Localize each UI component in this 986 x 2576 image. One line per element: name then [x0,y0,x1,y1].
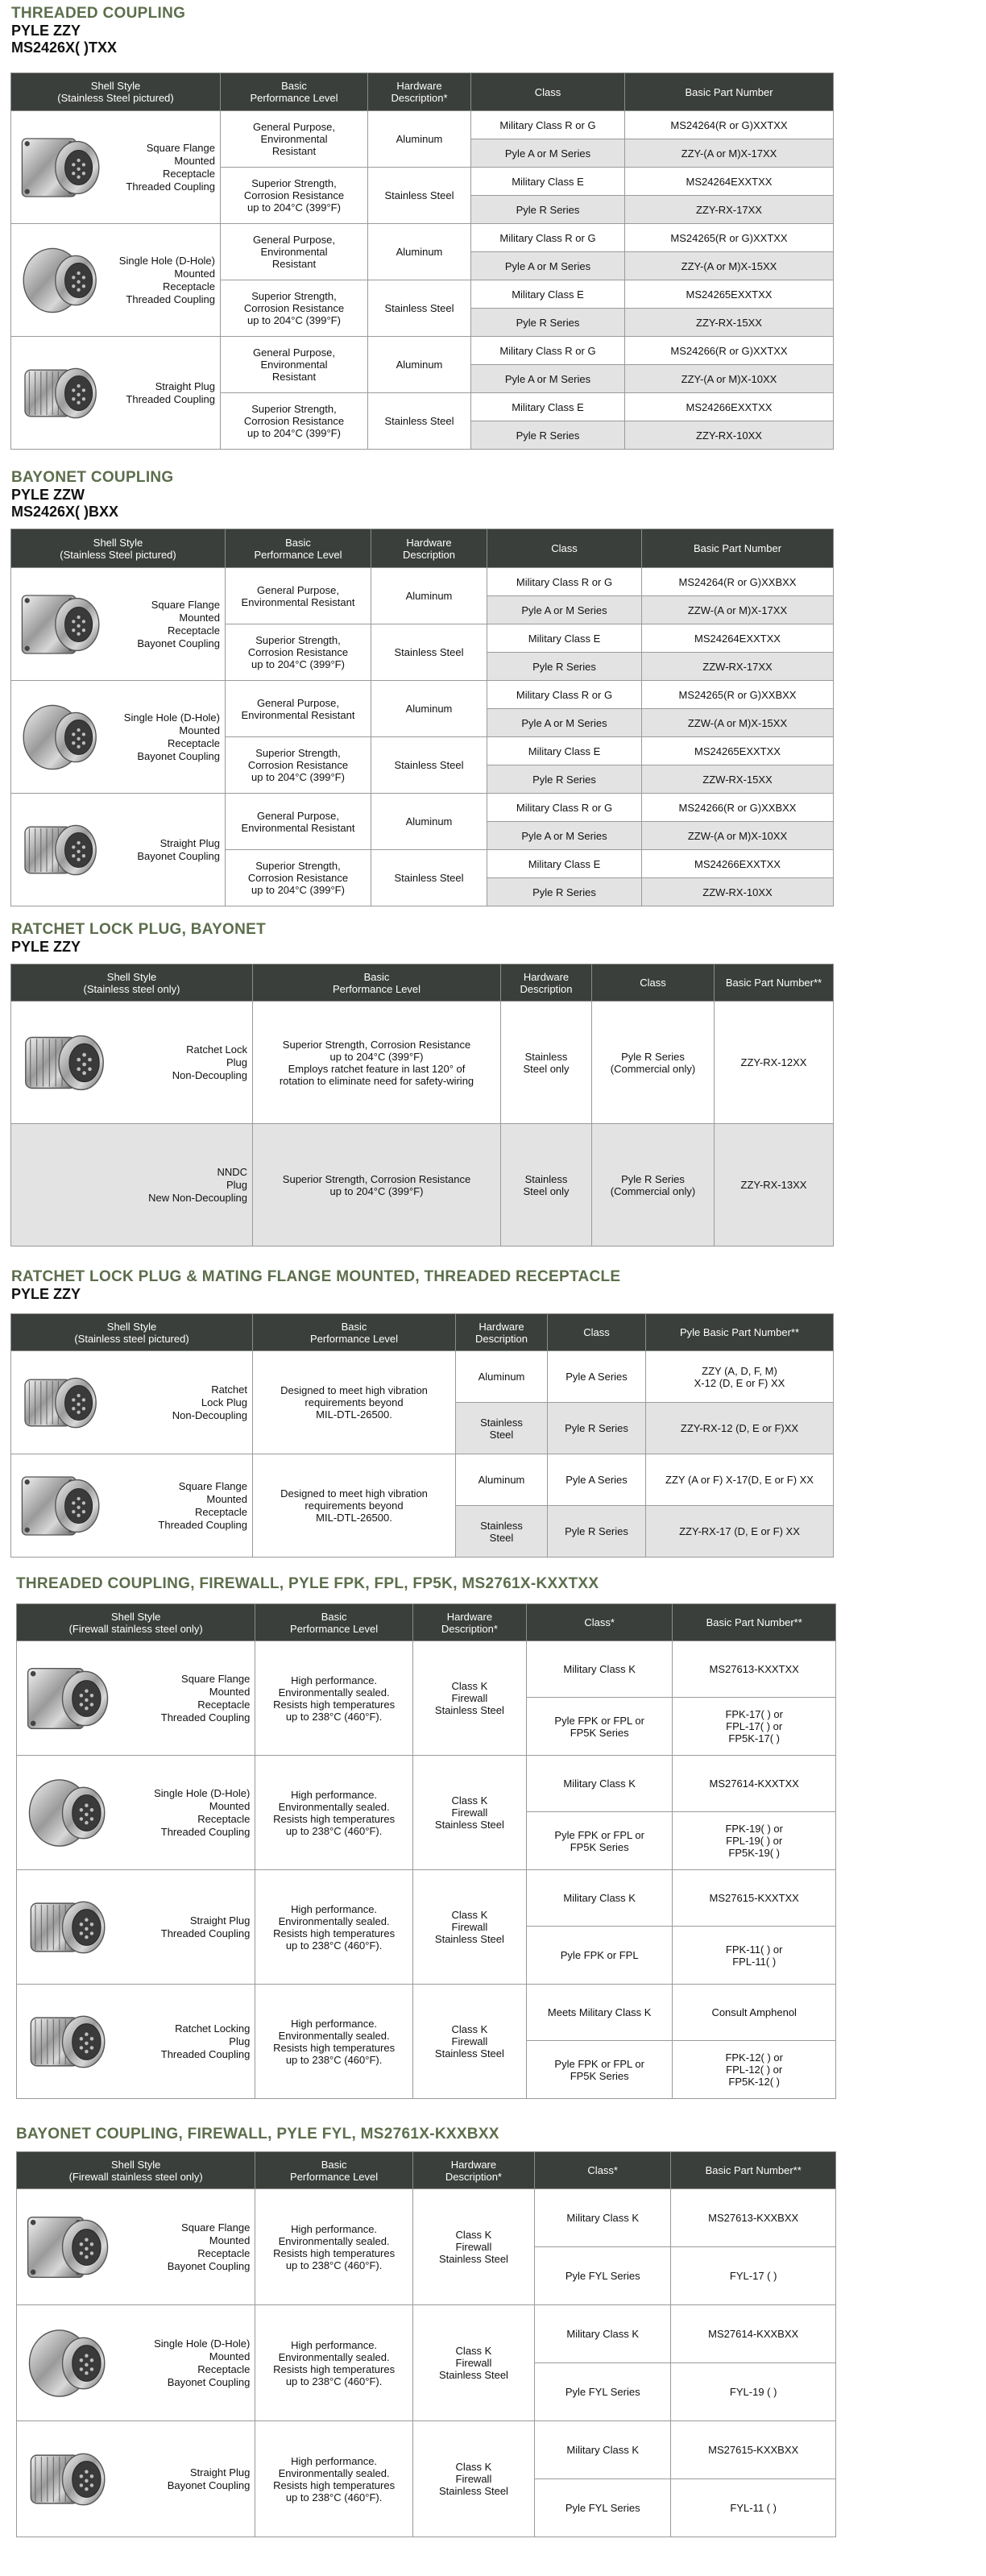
shell-style-label: Single Hole (D-Hole) Mounted Receptacle Threaded Coupling [118,254,215,305]
part-number-cell: MS24265(R or G)XXTXX [625,224,834,252]
table-row [11,1002,834,1124]
shell-style [17,1651,255,1746]
shell-style-cell [17,1985,255,2099]
performance-level: Designed to meet high vibration requirements beyond MIL-DTL-26500. [253,1454,456,1558]
part-number-cell: FYL-17 ( ) [671,2247,836,2305]
shell-style [11,1018,252,1107]
section-bayonet-firewall [16,2126,499,2143]
class-cell: Military Class R or G [471,111,625,139]
flange-connector-icon [23,1651,114,1746]
performance-level: Superior Strength, Corrosion Resistance up to 204°C (399°F) [226,850,371,906]
part-number-cell: MS27614-KXXBXX [671,2305,836,2363]
performance-level: General Purpose, Environmental Resistant [226,681,371,737]
column-header: Class [471,73,625,111]
class-cell: Military Class R or G [487,568,642,596]
table-row [11,794,834,822]
class-cell: Pyle R Series [548,1506,646,1558]
part-number-cell: ZZW-RX-17XX [642,653,834,681]
part-number-cell: ZZW-RX-10XX [642,878,834,906]
section-title: RATCHET LOCK PLUG, BAYONET [11,921,267,938]
column-header: Basic Performance Level [226,529,371,568]
column-header: Shell Style (Stainless steel only) [11,964,253,1002]
shell-style-cell [11,224,221,337]
performance-level: High performance. Environmentally sealed. Resists high temperatures up to 238°C (460°F). [255,1870,413,1985]
hardware-description: Aluminum [371,794,487,850]
table-row [11,224,834,252]
table-row [17,2189,836,2247]
section-threaded-coupling [11,5,185,56]
column-header: Basic Performance Level [255,2152,413,2189]
shell-style-cell [11,1124,253,1247]
section-subtitle: PYLE ZZY [11,939,81,955]
part-number-cell: FPK-17( ) or FPL-17( ) or FP5K-17( ) [673,1698,836,1756]
hardware-description: Class K Firewall Stainless Steel [412,1756,526,1870]
part-number-cell: MS27614-KXXTXX [673,1756,836,1812]
table-row [11,1454,834,1506]
column-header: Hardware Description* [412,1604,526,1641]
performance-level: High performance. Environmentally sealed. Resists high temperatures up to 238°C (460°F). [255,2421,413,2537]
part-number-cell: MS27613-KXXBXX [671,2189,836,2247]
section-subtitle: MS2426X( )TXX [11,39,118,56]
hardware-description: Stainless Steel [456,1506,548,1558]
table-row [17,1756,836,1812]
connector-image [18,802,105,898]
shell-style-cell [17,1756,255,1870]
part-number-cell: MS24265(R or G)XXBXX [642,681,834,709]
class-cell: Pyle FPK or FPL [526,1927,672,1985]
part-number-cell: FYL-11 ( ) [671,2479,836,2537]
shell-style [11,119,220,216]
connector-image [18,1462,105,1550]
column-header: Hardware Description [456,1314,548,1351]
shell-style [11,802,225,898]
class-cell: Military Class K [526,1641,672,1698]
hardware-description: Stainless Steel [371,624,487,681]
part-number-cell: ZZY (A or F) X-17(D, E or F) XX [646,1454,834,1506]
column-header: Class* [526,1604,672,1641]
plug-connector-icon [18,802,105,898]
shell-style [11,1462,252,1550]
hardware-description: Aluminum [368,337,471,393]
performance-level: General Purpose, Environmental Resistant [226,794,371,850]
shell-style [17,1994,255,2089]
section-subtitle: PYLE ZZY [11,23,81,39]
connector-image [23,1765,114,1860]
performance-level: Designed to meet high vibration requirements beyond MIL-DTL-26500. [253,1351,456,1454]
part-number-cell: MS24266(R or G)XXBXX [642,794,834,822]
ratchet-lock-plug-table [10,964,834,1247]
class-cell: Military Class R or G [471,224,625,252]
hardware-description: Class K Firewall Stainless Steel [412,2189,534,2305]
connector-image [23,1880,114,1975]
hardware-description: Stainless Steel [456,1403,548,1454]
connector-image [23,2432,114,2527]
performance-level: High performance. Environmentally sealed. Resists high temperatures up to 238°C (460°F). [255,1756,413,1870]
class-cell: Pyle FYL Series [535,2247,671,2305]
section-subtitle: MS2426X( )BXX [11,504,119,520]
connector-image [18,345,105,442]
column-header: Hardware Description [371,529,487,568]
class-cell: Pyle A or M Series [487,709,642,737]
shell-style-cell [11,681,226,794]
column-header: Basic Part Number** [715,964,834,1002]
flange-connector-icon [18,576,105,673]
class-cell: Military Class E [471,280,625,309]
column-header: Basic Performance Level [253,1314,456,1351]
performance-level: Superior Strength, Corrosion Resistance up to 204°C (399°F) [226,737,371,794]
shell-style [17,2200,255,2295]
performance-level: High performance. Environmentally sealed. Resists high temperatures up to 238°C (460°F). [255,1985,413,2099]
connector-image [23,2200,114,2295]
shell-style-cell [11,111,221,224]
plug-connector-icon [18,1359,105,1447]
connector-image [18,576,105,673]
shell-style-label: Square Flange Mounted Receptacle Threaded Coupling [160,1672,251,1724]
column-header: Shell Style (Stainless Steel pictured) [11,529,226,568]
table-row [17,2421,836,2479]
hardware-description: Aluminum [371,568,487,624]
performance-level: High performance. Environmentally sealed. Resists high temperatures up to 238°C (460°F). [255,1641,413,1756]
hardware-description: Stainless Steel only [501,1002,592,1124]
part-number-cell: ZZW-(A or M)X-10XX [642,822,834,850]
part-number-cell: MS24264EXXTXX [642,624,834,653]
part-number-cell: ZZY-RX-13XX [715,1124,834,1247]
shell-style [17,1880,255,1975]
connector-image [23,1651,114,1746]
class-cell: Military Class E [471,168,625,196]
class-cell: Pyle R Series (Commercial only) [592,1124,715,1247]
shell-style [11,1141,252,1230]
column-header: Class* [535,2152,671,2189]
shell-style [11,1359,252,1447]
shell-style-label: Ratchet Lock Plug Non-Decoupling [172,1043,247,1081]
part-number-cell: FPK-11( ) or FPL-11( ) [673,1927,836,1985]
performance-level: Superior Strength, Corrosion Resistance up to 204°C (399°F) [221,168,368,224]
part-number-cell: FYL-19 ( ) [671,2363,836,2421]
part-number-cell: ZZY-RX-17XX [625,196,834,224]
hardware-description: Stainless Steel [371,850,487,906]
column-header: Class [487,529,642,568]
shell-style-label: Single Hole (D-Hole) Mounted Receptacle Threaded Coupling [154,1786,251,1838]
performance-level: High performance. Environmentally sealed. Resists high temperatures up to 238°C (460°F). [255,2189,413,2305]
shell-style-cell [11,1002,253,1124]
shell-style-label: Ratchet Locking Plug Threaded Coupling [160,2022,251,2060]
shell-style-cell [11,337,221,450]
shell-style-label: Single Hole (D-Hole) Mounted Receptacle Bayonet Coupling [154,2337,251,2388]
column-header: Basic Part Number** [671,2152,836,2189]
hardware-description: Aluminum [371,681,487,737]
shell-style-cell [17,1870,255,1985]
flange-connector-icon [18,1462,105,1550]
class-cell: Military Class E [487,737,642,765]
table-row [17,1641,836,1698]
connector-image [18,689,105,786]
performance-level: Superior Strength, Corrosion Resistance up to 204°C (399°F) [226,624,371,681]
hardware-description: Aluminum [368,111,471,168]
performance-level: Superior Strength, Corrosion Resistance up to 204°C (399°F) [253,1124,501,1247]
part-number-cell: FPK-19( ) or FPL-19( ) or FP5K-19( ) [673,1812,836,1870]
column-header: Class [548,1314,646,1351]
shell-style-cell [17,2305,255,2421]
table-row [11,1124,834,1247]
hardware-description: Aluminum [368,224,471,280]
performance-level: General Purpose, Environmental Resistant [221,337,368,393]
shell-style-cell [11,1454,253,1558]
part-number-cell: ZZY-RX-17 (D, E or F) XX [646,1506,834,1558]
class-cell: Military Class K [535,2421,671,2479]
part-number-cell: ZZY (A, D, F, M) X-12 (D, E or F) XX [646,1351,834,1403]
shell-style-label: Straight Plug Threaded Coupling [160,1914,251,1939]
shell-style-cell [17,1641,255,1756]
section-subtitle: PYLE ZZW [11,487,85,503]
section-subtitle: PYLE ZZY [11,1286,81,1302]
part-number-cell: MS24264(R or G)XXBXX [642,568,834,596]
section-title: BAYONET COUPLING, FIREWALL, PYLE FYL, MS2761X-KXXBXX [16,2126,499,2143]
table-row [11,681,834,709]
column-header: Class [592,964,715,1002]
header-row [17,1604,836,1641]
shell-style-cell [17,2421,255,2537]
section-title: THREADED COUPLING [11,5,186,22]
section-ratchet-lock-plug [11,921,266,956]
column-header: Shell Style (Stainless Steel pictured) [11,73,221,111]
class-cell: Pyle A or M Series [471,252,625,280]
plug-connector-icon [23,2432,114,2527]
part-number-cell: ZZY-RX-12 (D, E or F)XX [646,1403,834,1454]
threaded-coupling-table [10,73,834,450]
connector-image [18,1359,105,1447]
class-cell: Pyle R Series [471,196,625,224]
column-header: Hardware Description* [368,73,471,111]
shell-style-label: Straight Plug Bayonet Coupling [137,836,220,862]
table-row [11,1351,834,1403]
part-number-cell: MS24266EXXTXX [642,850,834,878]
bayonet-firewall-table [16,2151,836,2537]
hardware-description: Stainless Steel [371,737,487,794]
column-header: Shell Style (Firewall stainless steel only) [17,1604,255,1641]
shell-style-label: Square Flange Mounted Receptacle Bayonet Coupling [137,598,220,649]
class-cell: Pyle FYL Series [535,2363,671,2421]
table-row [11,337,834,365]
class-cell: Military Class K [526,1756,672,1812]
performance-level: General Purpose, Environmental Resistant [221,111,368,168]
shell-style-label: Single Hole (D-Hole) Mounted Receptacle Bayonet Coupling [123,711,220,762]
class-cell: Military Class R or G [487,681,642,709]
class-cell: Pyle FYL Series [535,2479,671,2537]
class-cell: Military Class E [487,624,642,653]
part-number-cell: ZZY-RX-12XX [715,1002,834,1124]
plug-connector-icon [23,1880,114,1975]
flange-connector-icon [23,2200,114,2295]
section-title: RATCHET LOCK PLUG & MATING FLANGE MOUNTED, THREADED RECEPTACLE [11,1268,621,1285]
threaded-firewall-table [16,1603,836,2099]
header-row [11,964,834,1002]
part-number-cell: MS27615-KXXTXX [673,1870,836,1927]
class-cell: Pyle R Series [487,765,642,794]
class-cell: Military Class E [487,850,642,878]
dhole-connector-icon [18,689,105,786]
part-number-cell: MS24265EXXTXX [625,280,834,309]
class-cell: Military Class R or G [471,337,625,365]
class-cell: Pyle FPK or FPL or FP5K Series [526,2041,672,2099]
shell-style [11,232,220,329]
hardware-description: Class K Firewall Stainless Steel [412,1985,526,2099]
part-number-cell: MS24264(R or G)XXTXX [625,111,834,139]
class-cell: Meets Military Class K [526,1985,672,2041]
class-cell: Pyle R Series [487,653,642,681]
performance-level: Superior Strength, Corrosion Resistance up to 204°C (399°F) Employs ratchet feature in last 120° of rotation to eliminate need for safety-wiring [253,1002,501,1124]
hardware-description: Class K Firewall Stainless Steel [412,2421,534,2537]
connector-image [18,1018,113,1107]
part-number-cell: ZZY-(A or M)X-10XX [625,365,834,393]
column-header: Hardware Description [501,964,592,1002]
section-bayonet-coupling [11,469,174,521]
shell-style [17,2316,255,2411]
part-number-cell: MS24265EXXTXX [642,737,834,765]
section-title: BAYONET COUPLING [11,469,174,486]
plug-connector-icon [23,1994,114,2089]
column-header: Shell Style (Stainless steel pictured) [11,1314,253,1351]
plug-connector-icon [18,1018,113,1107]
column-header: Basic Part Number** [673,1604,836,1641]
hardware-description: Class K Firewall Stainless Steel [412,2305,534,2421]
class-cell: Military Class K [535,2189,671,2247]
flange-connector-icon [18,119,105,216]
class-cell: Pyle R Series (Commercial only) [592,1002,715,1124]
column-header: Basic Performance Level [253,964,501,1002]
shell-style-label: Ratchet Lock Plug Non-Decoupling [172,1383,247,1421]
plug-connector-icon [18,345,105,442]
column-header: Shell Style (Firewall stainless steel only) [17,2152,255,2189]
hardware-description: Aluminum [456,1351,548,1403]
part-number-cell: MS24266EXXTXX [625,393,834,421]
shell-style-label: NNDC Plug New Non-Decoupling [148,1165,247,1204]
column-header: Basic Part Number [642,529,834,568]
header-row [11,529,834,568]
shell-style-label: Straight Plug Threaded Coupling [126,380,215,405]
performance-level: Superior Strength, Corrosion Resistance up to 204°C (399°F) [221,280,368,337]
class-cell: Pyle FPK or FPL or FP5K Series [526,1698,672,1756]
shell-style-cell [11,568,226,681]
connector-image [18,232,105,329]
connector-image [23,2316,114,2411]
hardware-description: Stainless Steel only [501,1124,592,1247]
shell-style-cell [11,794,226,906]
section-ratchet-lock-mating [11,1268,620,1303]
shell-style [17,2432,255,2527]
shell-style-cell [17,2189,255,2305]
part-number-cell: MS24264EXXTXX [625,168,834,196]
bayonet-coupling-table [10,529,834,906]
shell-style-label: Square Flange Mounted Receptacle Threaded Coupling [158,1479,247,1531]
performance-level: General Purpose, Environmental Resistant [226,568,371,624]
shell-style [11,576,225,673]
hardware-description: Aluminum [456,1454,548,1506]
part-number-cell: ZZW-RX-15XX [642,765,834,794]
shell-style-cell [11,1351,253,1454]
hardware-description: Class K Firewall Stainless Steel [412,1641,526,1756]
connector-image [18,119,105,216]
part-number-cell: ZZY-RX-10XX [625,421,834,450]
table-row [17,1870,836,1927]
performance-level: General Purpose, Environmental Resistant [221,224,368,280]
part-number-cell: ZZW-(A or M)X-17XX [642,596,834,624]
class-cell: Pyle R Series [487,878,642,906]
table-row [11,111,834,139]
part-number-cell: MS27613-KXXTXX [673,1641,836,1698]
hardware-description: Stainless Steel [368,393,471,450]
class-cell: Military Class E [471,393,625,421]
column-header: Basic Part Number [625,73,834,111]
column-header: Basic Performance Level [221,73,368,111]
table-row [17,2305,836,2363]
shell-style [11,689,225,786]
dhole-connector-icon [23,2316,114,2411]
part-number-cell: Consult Amphenol [673,1985,836,2041]
performance-level: Superior Strength, Corrosion Resistance up to 204°C (399°F) [221,393,368,450]
table-row [17,1985,836,2041]
dhole-connector-icon [23,1765,114,1860]
part-number-cell: ZZY-(A or M)X-15XX [625,252,834,280]
class-cell: Military Class K [535,2305,671,2363]
dhole-connector-icon [18,232,105,329]
part-number-cell: ZZY-RX-15XX [625,309,834,337]
part-number-cell: ZZY-(A or M)X-17XX [625,139,834,168]
shell-style-label: Square Flange Mounted Receptacle Bayonet Coupling [167,2221,251,2272]
part-number-cell: MS24266(R or G)XXTXX [625,337,834,365]
part-number-cell: FPK-12( ) or FPL-12( ) or FP5K-12( ) [673,2041,836,2099]
class-cell: Pyle A or M Series [471,365,625,393]
class-cell: Military Class R or G [487,794,642,822]
header-row [11,73,834,111]
class-cell: Pyle A or M Series [487,822,642,850]
shell-style-label: Straight Plug Bayonet Coupling [167,2466,251,2491]
class-cell: Military Class K [526,1870,672,1927]
hardware-description: Stainless Steel [368,280,471,337]
class-cell: Pyle A or M Series [487,596,642,624]
column-header: Basic Performance Level [255,1604,413,1641]
class-cell: Pyle R Series [548,1403,646,1454]
class-cell: Pyle R Series [471,309,625,337]
class-cell: Pyle FPK or FPL or FP5K Series [526,1812,672,1870]
ratchet-mating-table [10,1313,834,1558]
hardware-description: Stainless Steel [368,168,471,224]
column-header: Hardware Description* [412,2152,534,2189]
connector-image [23,1994,114,2089]
shell-style-label: Square Flange Mounted Receptacle Threaded Coupling [126,141,215,193]
part-number-cell: MS27615-KXXBXX [671,2421,836,2479]
section-threaded-firewall [16,1575,599,1593]
class-cell: Pyle R Series [471,421,625,450]
table-row [11,568,834,596]
header-row [17,2152,836,2189]
class-cell: Pyle A Series [548,1454,646,1506]
column-header: Pyle Basic Part Number** [646,1314,834,1351]
shell-style [11,345,220,442]
part-number-cell: ZZW-(A or M)X-15XX [642,709,834,737]
shell-style [17,1765,255,1860]
class-cell: Pyle A Series [548,1351,646,1403]
header-row [11,1314,834,1351]
hardware-description: Class K Firewall Stainless Steel [412,1870,526,1985]
class-cell: Pyle A or M Series [471,139,625,168]
section-title: THREADED COUPLING, FIREWALL, PYLE FPK, FPL, FP5K, MS2761X-KXXTXX [16,1575,599,1592]
performance-level: High performance. Environmentally sealed. Resists high temperatures up to 238°C (460°F). [255,2305,413,2421]
